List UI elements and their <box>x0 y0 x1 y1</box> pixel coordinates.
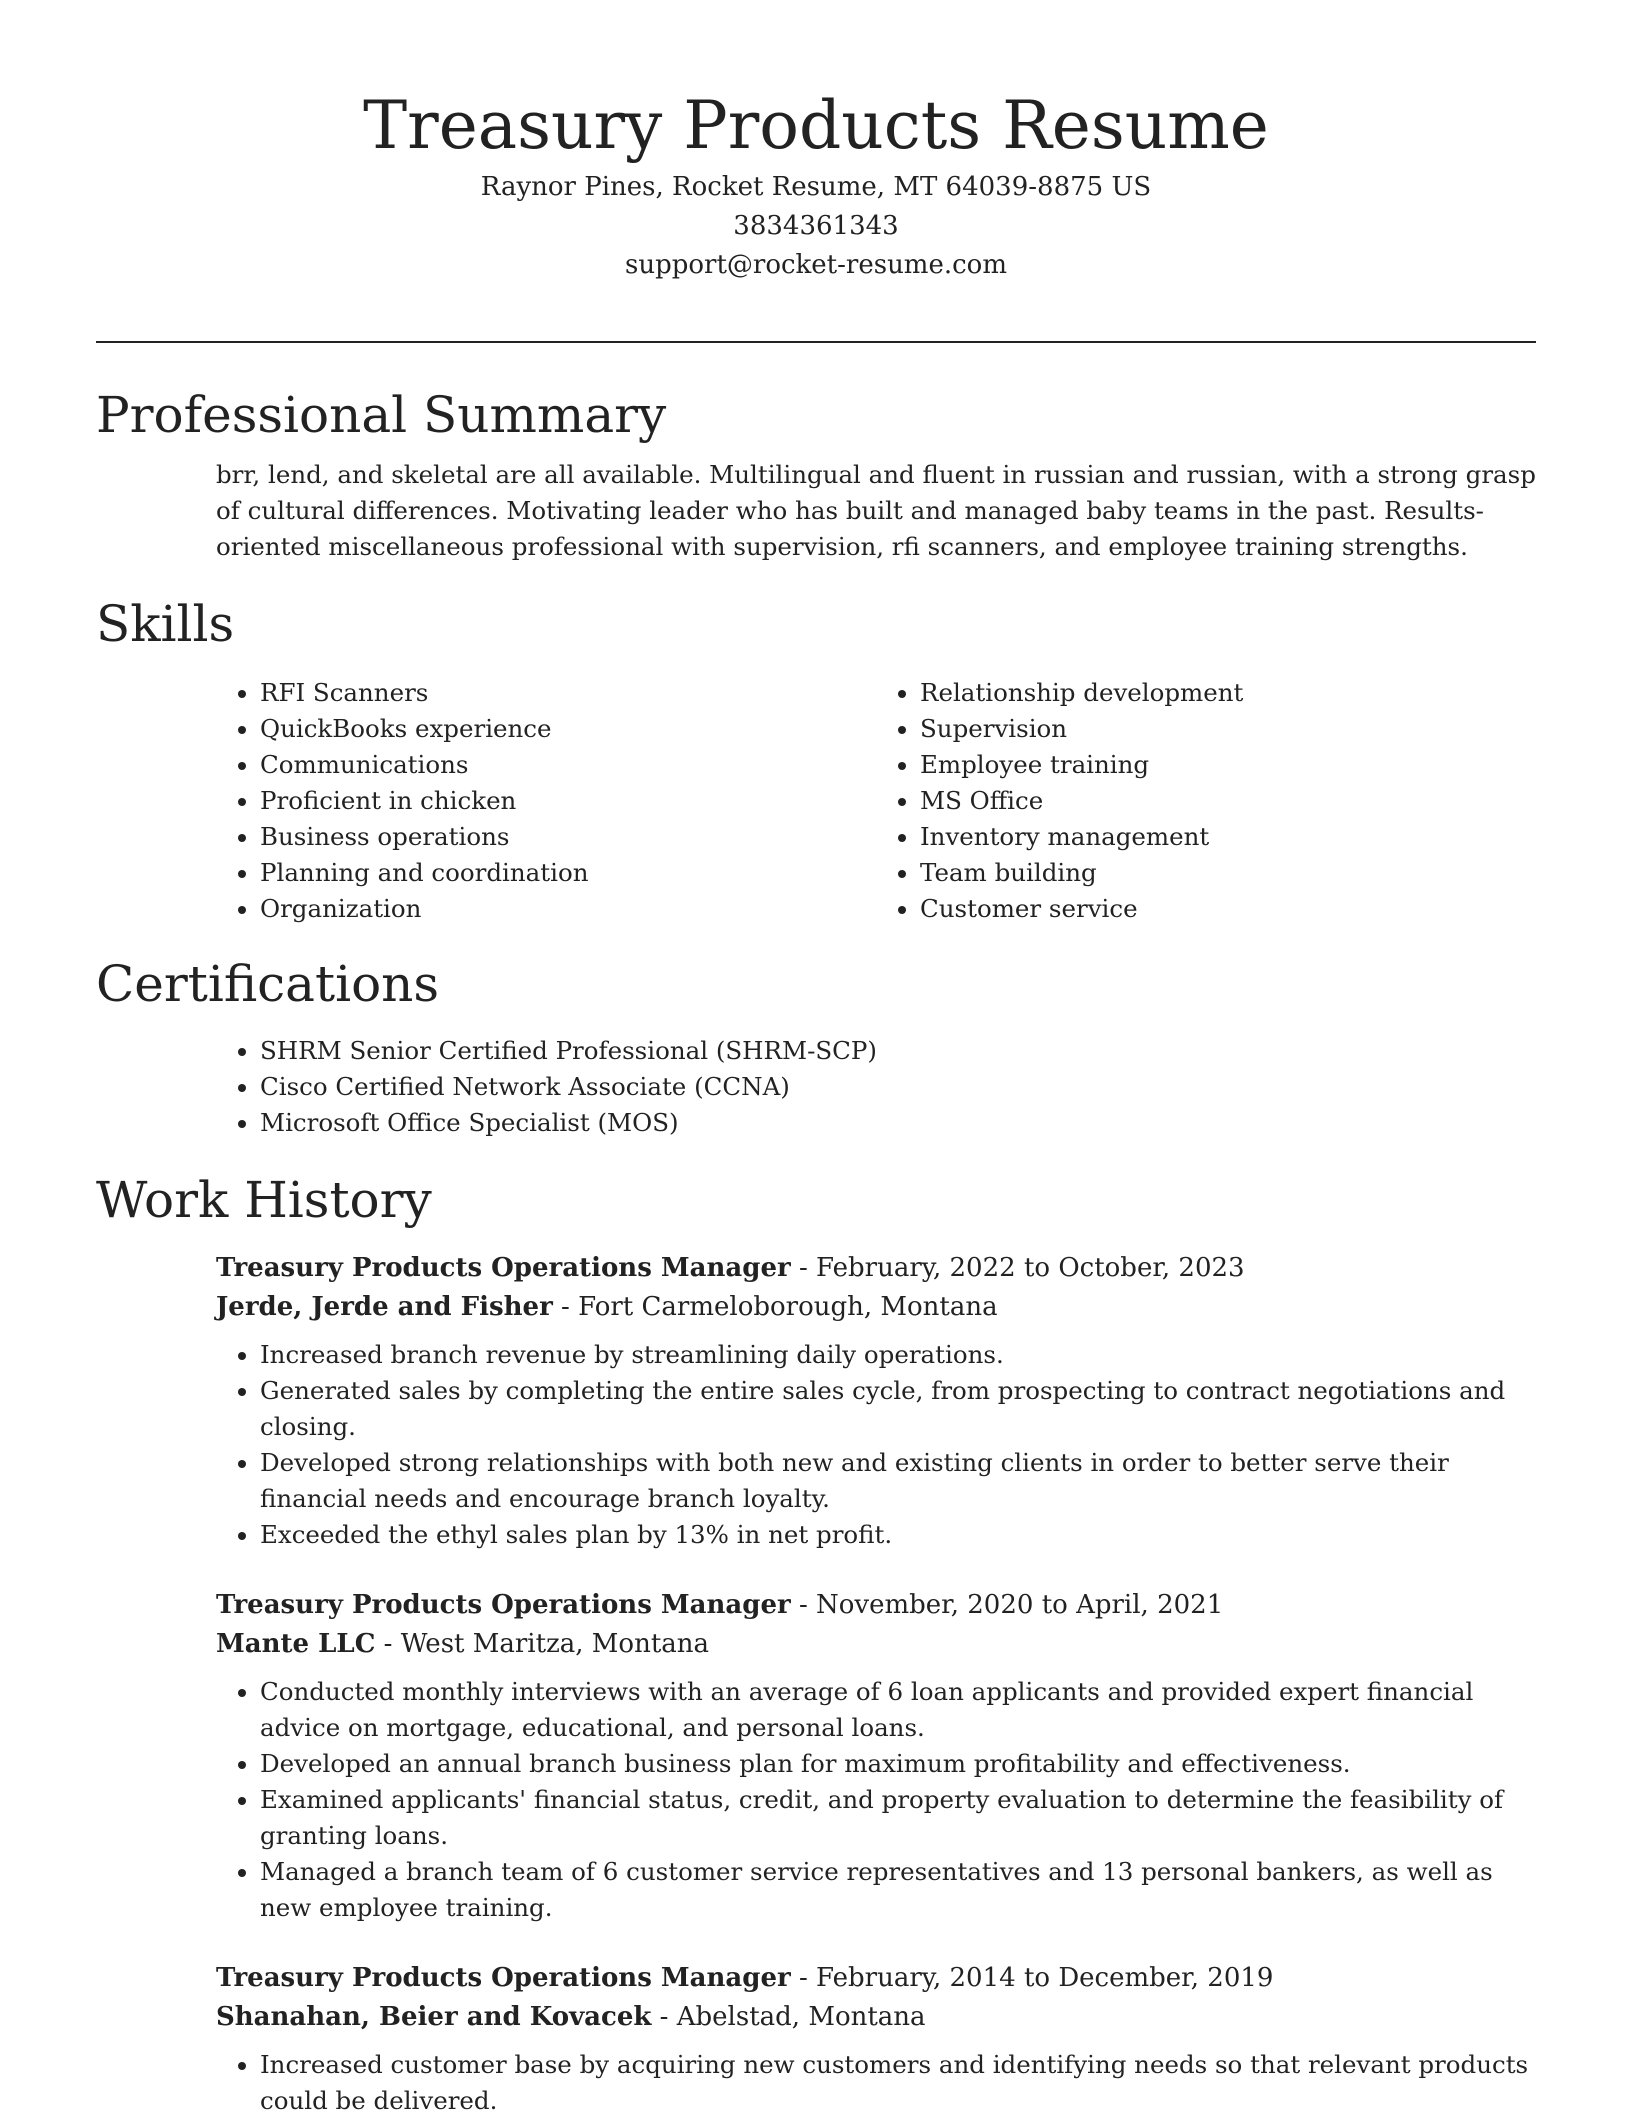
certification-item: • SHRM Senior Certified Professional (SHRM-SCP) <box>260 1033 1536 1069</box>
skill-item: • RFI Scanners <box>260 675 876 711</box>
skill-item: • Team building <box>920 855 1536 891</box>
job-company-line <box>216 1625 1536 1664</box>
job-title: Treasury Products Operations Manager <box>216 1253 791 1283</box>
job-entry <box>96 1249 1536 1553</box>
job-location: - West Maritza, Montana <box>375 1629 710 1659</box>
job-dates: - February, 2022 to October, 2023 <box>790 1253 1245 1283</box>
certifications-section <box>96 947 1536 1141</box>
job-company: Shanahan, Beier and Kovacek <box>216 2002 652 2032</box>
skills-list-right <box>876 675 1536 927</box>
skill-item: • Planning and coordination <box>260 855 876 891</box>
job-company: Jerde, Jerde and Fisher <box>216 1292 553 1322</box>
job-bullet: • Examined applicants' financial status, credit, and property evaluation to determine the feasibility of granting loans. <box>260 1782 1536 1854</box>
job-bullets <box>216 1674 1536 1926</box>
job-company-line <box>216 1998 1536 2037</box>
work-history-heading: Work History <box>96 1171 432 1229</box>
skill-item: • QuickBooks experience <box>260 711 876 747</box>
job-title-line <box>216 1249 1536 1288</box>
job-company-line <box>216 1288 1536 1327</box>
job-title: Treasury Products Operations Manager <box>216 1590 791 1620</box>
resume-body <box>96 378 1536 2119</box>
skill-item: • MS Office <box>920 783 1536 819</box>
job-title-line <box>216 1959 1536 1998</box>
job-bullets <box>216 1337 1536 1553</box>
certifications-list <box>216 1033 1536 1141</box>
header-divider <box>96 341 1536 343</box>
job-location: - Fort Carmeloborough, Montana <box>552 1292 998 1322</box>
job-bullet: • Developed strong relationships with both new and existing clients in order to better serve their financial needs and encourage branch loyalty. <box>260 1445 1536 1517</box>
job-company: Mante LLC <box>216 1629 376 1659</box>
skills-heading: Skills <box>96 595 235 653</box>
job-bullets <box>216 2047 1536 2119</box>
job-bullet: • Increased customer base by acquiring new customers and identifying needs so that relevant products could be delivered. <box>260 2047 1536 2119</box>
resume-title: Treasury Products Resume <box>363 87 1269 164</box>
certification-item: • Microsoft Office Specialist (MOS) <box>260 1105 1536 1141</box>
job-bullet: • Increased branch revenue by streamlining daily operations. <box>260 1337 1536 1373</box>
job-bullet: • Generated sales by completing the entire sales cycle, from prospecting to contract negotiations and closing. <box>260 1373 1536 1445</box>
job-location: - Abelstad, Montana <box>651 2002 926 2032</box>
job-bullet: • Managed a branch team of 6 customer service representatives and 13 personal bankers, as well as new employee training. <box>260 1854 1536 1926</box>
skill-item: • Customer service <box>920 891 1536 927</box>
job-bullet: • Developed an annual branch business plan for maximum profitability and effectiveness. <box>260 1746 1536 1782</box>
skills-section <box>96 587 1536 927</box>
summary-section <box>96 378 1536 565</box>
job-title: Treasury Products Operations Manager <box>216 1963 791 1993</box>
job-entry <box>96 1586 1536 1926</box>
summary-heading: Professional Summary <box>96 386 667 444</box>
skill-item: • Organization <box>260 891 876 927</box>
job-entry <box>96 1959 1536 2119</box>
skill-item: • Proficient in chicken <box>260 783 876 819</box>
contact-email: support@rocket-resume.com <box>624 250 1007 280</box>
job-title-line <box>216 1586 1536 1625</box>
skills-grid <box>96 675 1536 927</box>
skill-item: • Relationship development <box>920 675 1536 711</box>
skill-item: • Communications <box>260 747 876 783</box>
job-bullet: • Conducted monthly interviews with an average of 6 loan applicants and provided expert financial advice on mortgage, educational, and personal loans. <box>260 1674 1536 1746</box>
skills-list-left <box>216 675 876 927</box>
summary-text: brr, lend, and skeletal are all available. Multilingual and fluent in russian and russian, with a strong grasp of cultural differences. Motivating leader who has built and managed baby teams in the past. Results-oriented miscellaneous professional with supervision, rfi scanners, and employee training strengths. <box>216 460 1536 561</box>
skill-item: • Inventory management <box>920 819 1536 855</box>
skill-item: • Business operations <box>260 819 876 855</box>
job-dates: - February, 2014 to December, 2019 <box>790 1963 1274 1993</box>
certifications-wrapper <box>96 1033 1536 1141</box>
certifications-heading: Certifications <box>96 955 440 1013</box>
job-bullet: • Exceeded the ethyl sales plan by 13% in net profit. <box>260 1517 1536 1553</box>
job-dates: - November, 2020 to April, 2021 <box>790 1590 1224 1620</box>
work-history-section <box>96 1163 1536 2119</box>
contact-address: Raynor Pines, Rocket Resume, MT 64039-8875 US <box>480 172 1152 202</box>
certification-item: • Cisco Certified Network Associate (CCNA) <box>260 1069 1536 1105</box>
resume-header <box>0 0 1632 285</box>
skill-item: • Employee training <box>920 747 1536 783</box>
contact-phone: 3834361343 <box>733 211 899 241</box>
skill-item: • Supervision <box>920 711 1536 747</box>
